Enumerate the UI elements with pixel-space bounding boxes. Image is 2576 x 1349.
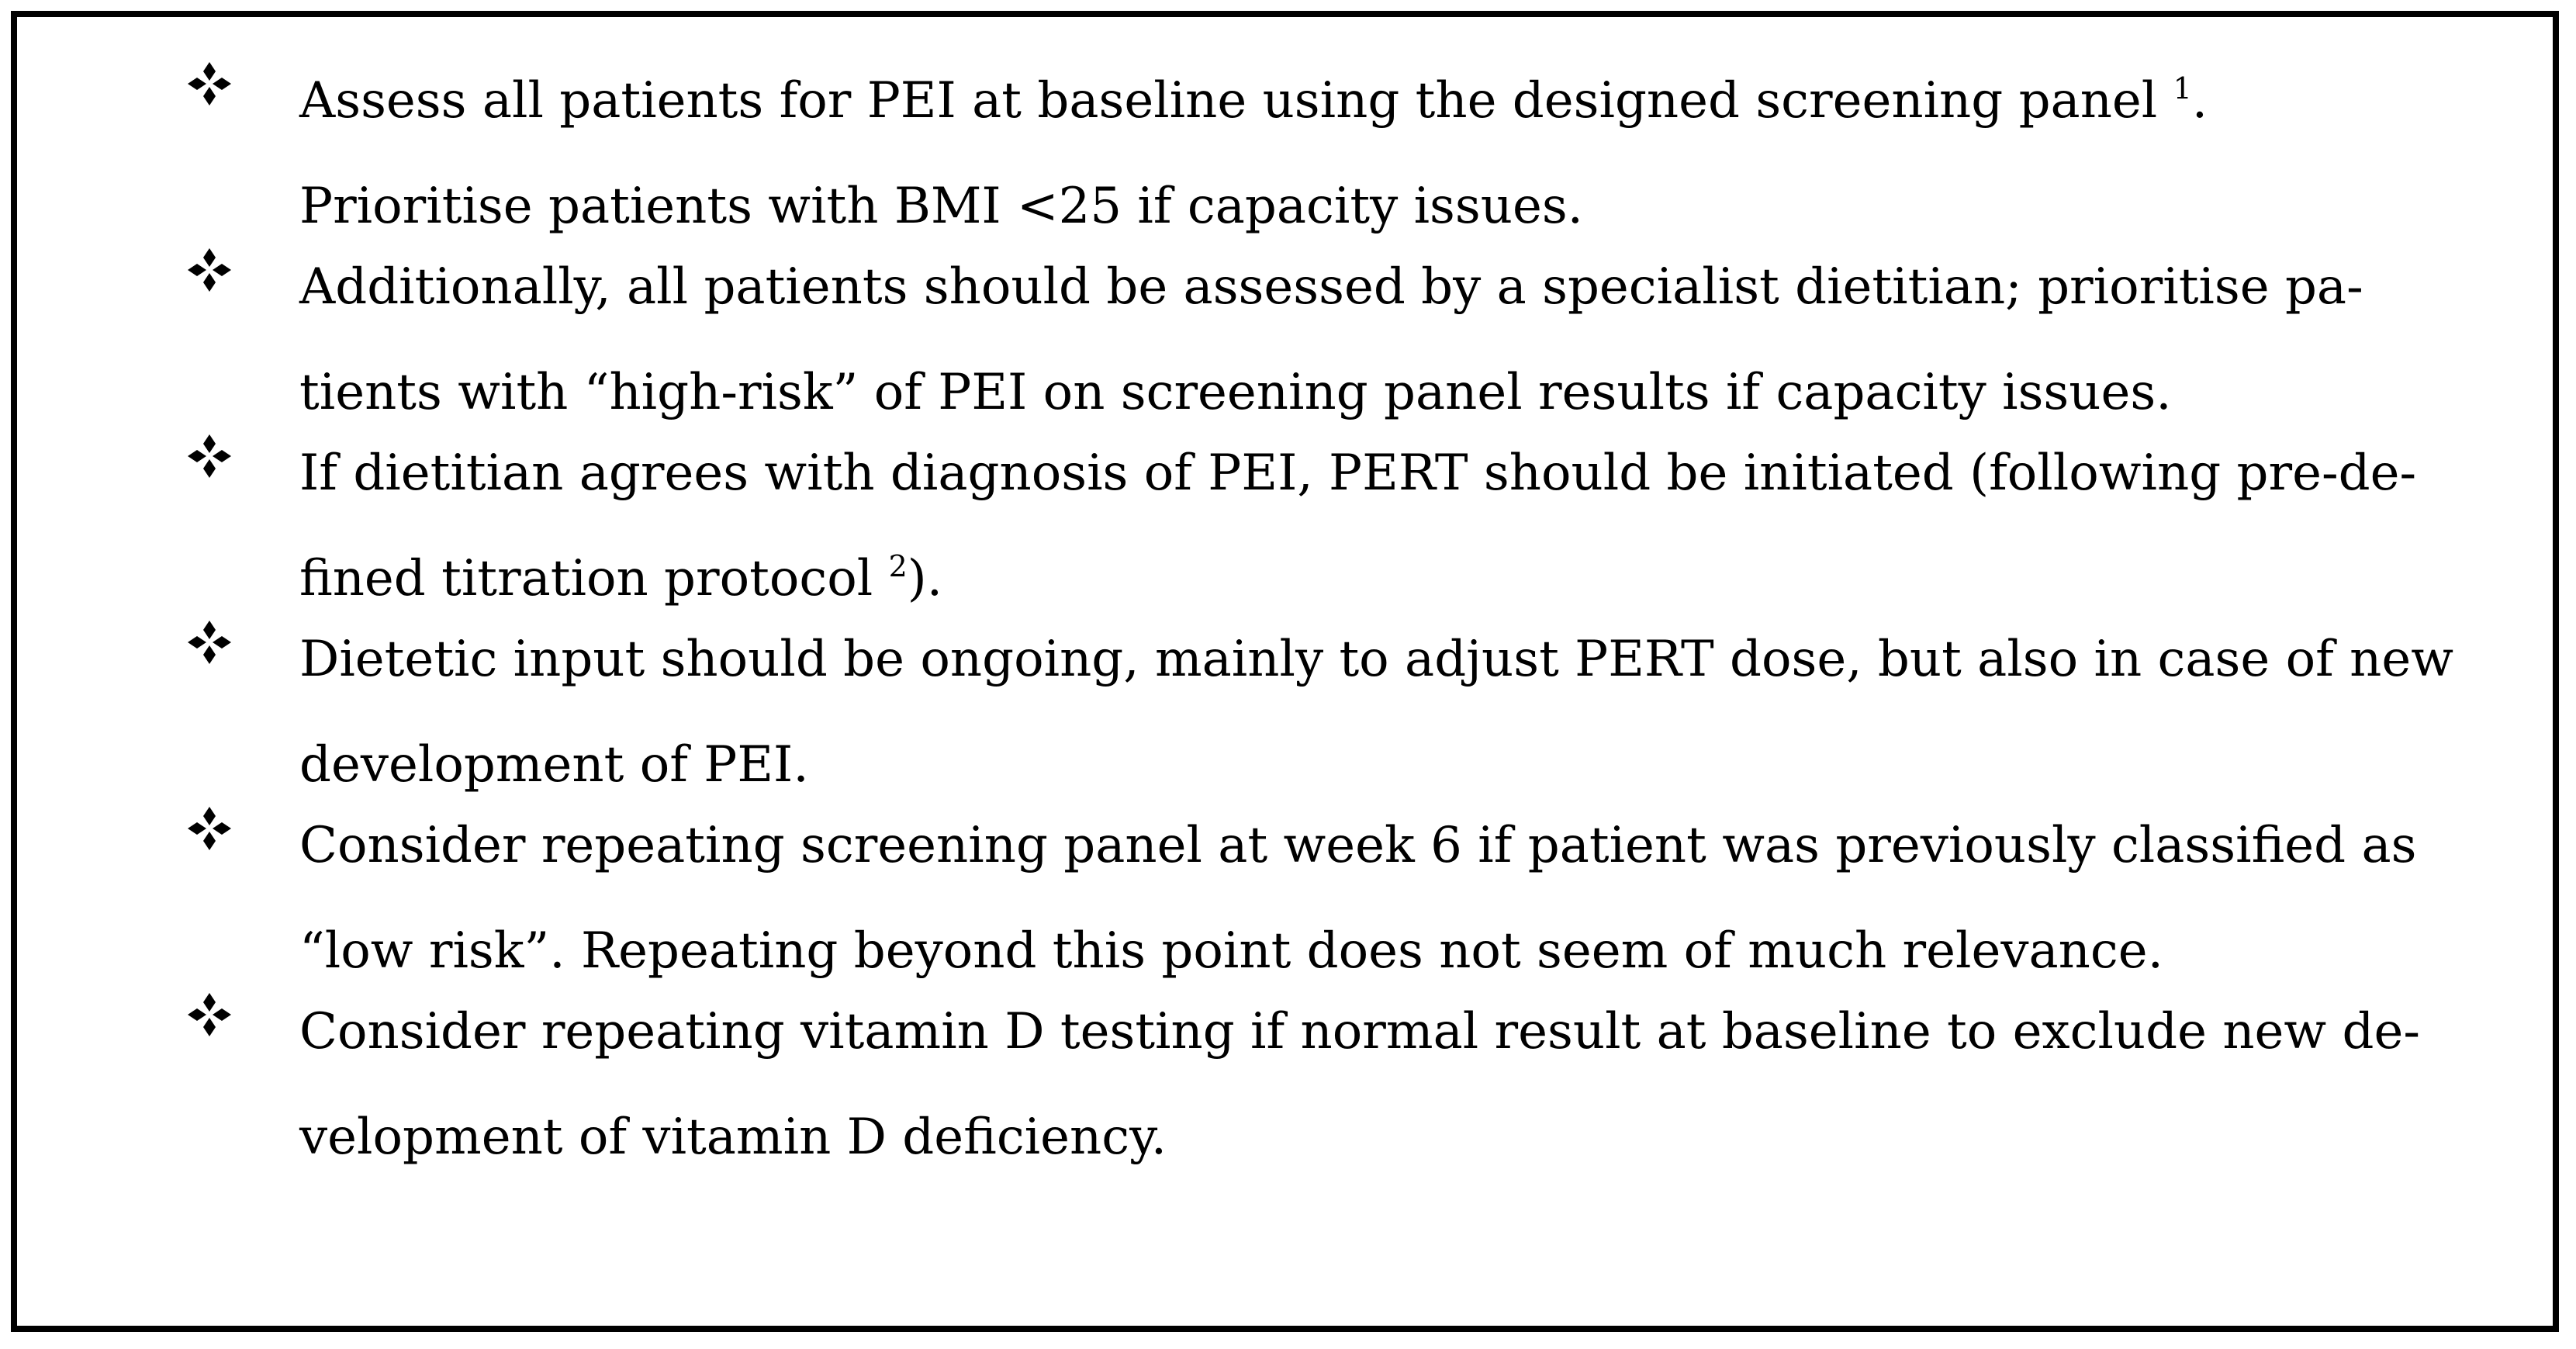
diamond-bullet-icon [186,433,233,479]
bullet-text [299,607,2518,818]
bullet-line: . [2191,72,2208,130]
list-item [17,234,2553,445]
list-item [17,420,2553,631]
list-item [17,607,2553,818]
recommendations-box [11,11,2559,1332]
bullet-line: Additionally, all patients should be assessed by a specialist dietitian; prioritise pa- [299,258,2363,316]
diamond-bullet-icon [186,247,233,293]
bullet-line: velopment of vitamin D deficiency. [299,1109,1167,1166]
reference-superscript: 1 [2173,71,2192,105]
bullet-text [299,979,2518,1190]
bullet-line: Consider repeating screening panel at week 6 if patient was previously classified as [299,817,2417,874]
bullet-text [299,234,2518,445]
list-item [17,48,2553,259]
bullet-line: “low risk”. Repeating beyond this point does not seem of much relevance. [299,922,2163,980]
bullet-line: Assess all patients for PEI at baseline using the designed screening panel [299,72,2173,130]
bullet-line: development of PEI. [299,736,809,794]
reference-superscript: 2 [888,549,908,583]
recommendation-list [17,73,2553,1190]
list-item [17,979,2553,1190]
bullet-line: Prioritise patients with BMI <25 if capacity issues. [299,178,1583,235]
bullet-line: fined titration protocol [299,550,889,607]
bullet-text [299,793,2518,1004]
diamond-bullet-icon [186,61,233,107]
bullet-line: If dietitian agrees with diagnosis of PEI, PERT should be initiated (following pre-de- [299,444,2417,502]
bullet-line: Dietetic input should be ongoing, mainly to adjust PERT dose, but also in case of new [299,631,2454,688]
bullet-line: tients with “high-risk” of PEI on screening panel results if capacity issues. [299,364,2172,421]
bullet-text [299,420,2518,631]
bullet-line: Consider repeating vitamin D testing if normal result at baseline to exclude new de- [299,1003,2420,1060]
diamond-bullet-icon [186,619,233,666]
diamond-bullet-icon [186,991,233,1038]
bullet-line: ). [907,550,943,607]
diamond-bullet-icon [186,805,233,852]
list-item [17,793,2553,1004]
bullet-text [299,48,2518,259]
